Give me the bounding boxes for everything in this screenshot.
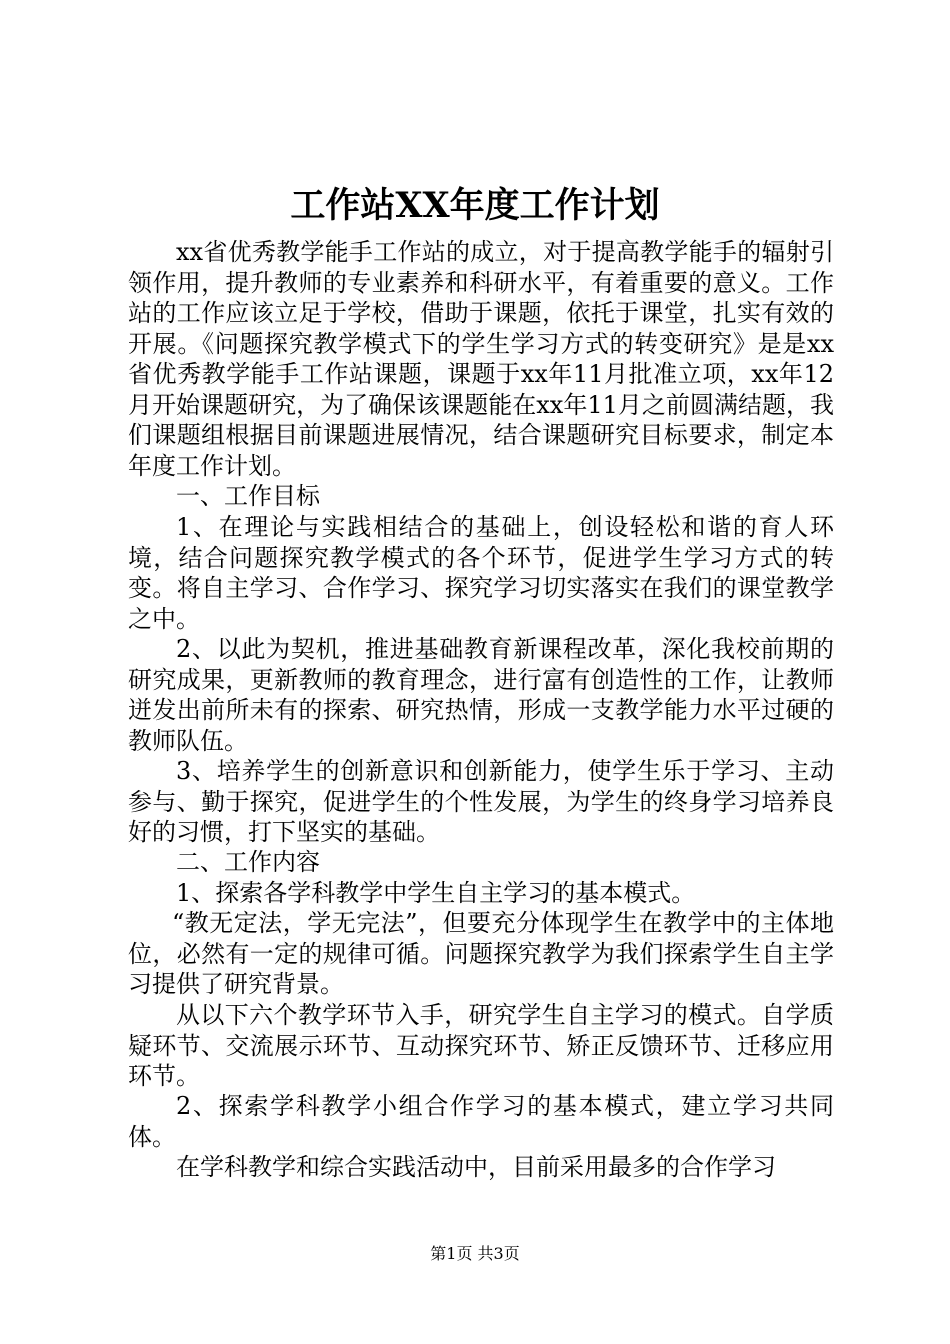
content-paragraph-1: 1、探索各学科教学中学生自主学习的基本模式。	[176, 879, 696, 907]
section-heading-content: 二、工作内容	[176, 848, 320, 876]
content-paragraph-3: 从以下六个教学环节入手，研究学生自主学习的模式。自学质疑环节、交流展示环节、互动探究环节、矫正反馈环节、迁移应用环节。	[128, 1001, 834, 1090]
goal-paragraph-2: 2、以此为契机，推进基础教育新课程改革，深化我校前期的研究成果，更新教师的教育理念，进行富有创造性的工作，让教师迸发出前所未有的探索、研究热情，形成一支教学能力水平过硬的教师队伍。	[128, 635, 834, 755]
section-heading-goals: 一、工作目标	[176, 482, 320, 510]
page-footer: 第1页 共3页	[430, 1244, 520, 1263]
content-paragraph-5: 在学科教学和综合实践活动中，目前采用最多的合作学习	[176, 1153, 776, 1181]
document-title: 工作站XX年度工作计划	[290, 185, 660, 226]
goal-paragraph-3: 3、培养学生的创新意识和创新能力，使学生乐于学习、主动参与、勤于探究，促进学生的个性发展，为学生的终身学习培养良好的习惯，打下坚实的基础。	[128, 757, 834, 846]
goal-paragraph-1: 1、在理论与实践相结合的基础上，创设轻松和谐的育人环境，结合问题探究教学模式的各个环节，促进学生学习方式的转变。将自主学习、合作学习、探究学习切实落实在我们的课堂教学之中。	[128, 513, 834, 633]
content-paragraph-2: “教无定法，学无完法”，但要充分体现学生在教学中的主体地位，必然有一定的规律可循。问题探究教学为我们探索学生自主学习提供了研究背景。	[128, 909, 834, 998]
content-paragraph-4: 2、探索学科教学小组合作学习的基本模式，建立学习共同体。	[128, 1092, 834, 1151]
intro-paragraph: xx省优秀教学能手工作站的成立，对于提高教学能手的辐射引领作用，提升教师的专业素养和科研水平，有着重要的意义。工作站的工作应该立足于学校，借助于课题，依托于课堂，扎实有效的开展。《问题探究教学模式下的学生学习方式的转变研究》是是xx省优秀教学能手工作站课题，课题于xx年11月批准立项，xx年12月开始课题研究，为了确保该课题能在xx年11月之前圆满结题，我们课题组根据目前课题进展情况，结合课题研究目标要求，制定本年度工作计划。	[128, 238, 834, 480]
